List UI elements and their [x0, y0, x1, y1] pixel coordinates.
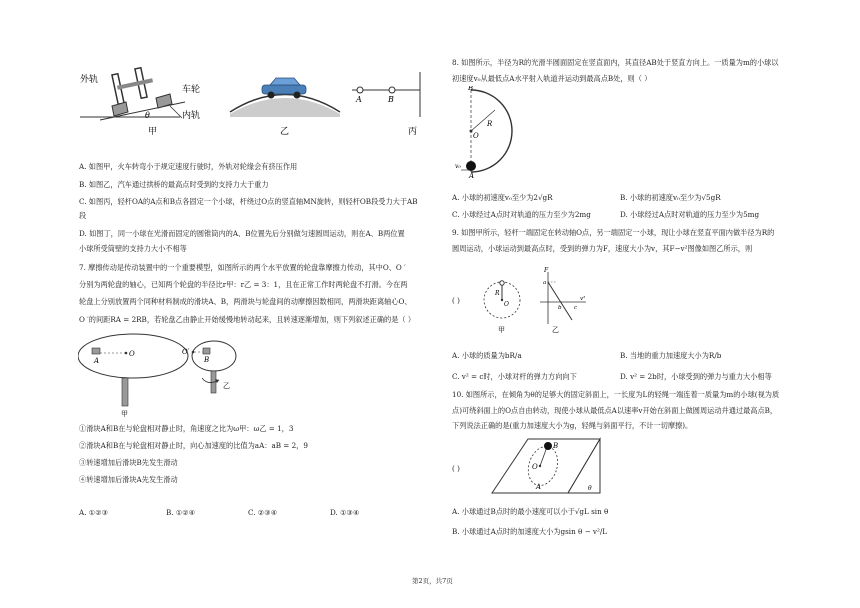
- q9-figure: [480, 262, 590, 342]
- q9-option-d: D. v² = 2b时，小球受到的弹力与重力大小相等: [620, 372, 772, 381]
- car-icon: [262, 78, 306, 99]
- q7-figure-svg: [78, 330, 238, 420]
- q8-option-c: C. 小球经过A点时对轨道的压力至少为2mg: [452, 210, 591, 219]
- q8-label-r: R: [487, 120, 493, 128]
- q9-option-b: B. 当地的重力加速度大小为R/b: [620, 351, 722, 360]
- label-bing: 丙: [408, 127, 418, 137]
- q8-label-a: A: [469, 172, 475, 178]
- q10-label-o: O: [532, 463, 538, 471]
- q8-stem-line1: 8. 如图所示，半径为R的光滑半圆面固定在竖直面内，其直径AB处于竖直方向上。一质量为m的小球以: [452, 58, 779, 67]
- q7-choice-b: B. ①②④: [166, 508, 196, 517]
- q7-item-2: ②滑块A和B在与轮盘相对静止时，向心加速度的比值为aA：aB = 2，9: [79, 441, 308, 450]
- label-jia: 甲: [148, 127, 158, 137]
- q10-stem-line1: 10. 如图所示，在倾角为θ的足够大的固定斜面上，一长度为L的轻绳一端连着一质量为m的小球(视为质: [452, 390, 780, 399]
- q7-label-o: O: [129, 350, 135, 358]
- q9-label-b: b: [558, 305, 562, 311]
- q10-label-b: B: [553, 442, 559, 450]
- q6-option-d-cont: 小球所受筒壁的支持力大小不相等: [79, 244, 187, 253]
- label-nei-gui: 内轨: [182, 111, 201, 121]
- q9-label-a: a: [543, 280, 547, 286]
- q6-option-a: A. 如图甲，火车转弯小于规定速度行驶时，外轨对轮缘会有挤压作用: [79, 162, 298, 171]
- q8-label-v0: v₀: [455, 163, 461, 170]
- q6-option-d: D. 如图丁，同一小球在光滑而固定的圆锥筒内的A、B位置先后分别做匀速圆周运动，则在A、B两位置: [79, 229, 405, 238]
- block-a: [92, 348, 100, 354]
- q9-label-yi: 乙: [552, 326, 559, 334]
- q7-stem-line2: 分别为两轮盘的轴心，已知两个轮盘的半径比r甲：r乙 = 3：1，且在正常工作时两轮盘不打滑。今在两: [79, 280, 408, 289]
- q10-label-a: A: [536, 483, 542, 491]
- q9-label-c: c: [574, 305, 578, 311]
- q9-label-o: O: [504, 301, 509, 308]
- q7-item-3: ③转速增加后滑块B先发生滑动: [79, 458, 178, 467]
- q10-figure: [488, 433, 608, 501]
- label-pt-b: B: [388, 95, 394, 104]
- q10-label-theta: θ: [588, 485, 592, 492]
- q10-stem-line4: ( ): [452, 464, 460, 473]
- q7-label-yi: 乙: [223, 382, 230, 390]
- q10-option-a: A. 小球通过B点时的最小速度可以小于√gL sin θ: [452, 507, 609, 516]
- q7-label-b: B: [204, 356, 210, 364]
- label-che-lun: 车轮: [182, 85, 201, 95]
- q7-label-a: A: [94, 357, 100, 365]
- q9-stem-line3: ( ): [452, 296, 460, 305]
- q8-option-b: B. 小球的初速度v₀至少为√5gR: [620, 193, 721, 202]
- q8-option-d: D. 小球经过A点时对轨道的压力至少为5mg: [620, 210, 760, 219]
- q9-label-v2: v²: [580, 296, 586, 302]
- label-pt-a: A: [356, 95, 362, 104]
- q6-option-c-cont: 段: [79, 211, 87, 220]
- q9-figure-svg: [480, 262, 590, 342]
- q9-option-a: A. 小球的质量为bR/a: [452, 351, 522, 360]
- q7-item-1: ①滑块A和B在与轮盘相对静止时，角速度之比为ω甲：ω乙 = 1，3: [79, 424, 294, 433]
- q9-label-jia: 甲: [498, 326, 505, 334]
- q7-choice-d: D. ①③④: [330, 508, 360, 517]
- figure-bing-rod: [352, 72, 420, 117]
- page-footer: 第2页，共7页: [412, 577, 453, 585]
- q6-figure-svg: [70, 62, 430, 147]
- q9-stem-line1: 9. 如图甲所示，轻杆一端固定在转动轴O点，另一端固定一小球，现让小球在竖直平面内做半径为R的: [452, 228, 775, 237]
- q8-label-b: B: [468, 86, 474, 92]
- q7-item-4: ④转速增加后滑块A先发生滑动: [79, 475, 178, 484]
- q8-label-o: O: [473, 132, 479, 140]
- q9-option-c: C. v² = c时，小球对杆的弹力方向向下: [452, 372, 577, 381]
- q10-figure-svg: [488, 433, 608, 501]
- q7-stem-line4: O ′的间距RA = 2RB，若轮盘乙由静止开始缓慢地转动起来，且转速逐渐增加，则下列叙述正确的是（ ）: [79, 315, 416, 324]
- q6-option-c: C. 如图丙，轻杆OA的A点和B点各固定一个小球，杆绕过O点的竖直轴MN旋转，则轻杆OB段受力大于AB: [79, 197, 418, 206]
- q7-stem-line3: 轮盘上分别放置两个同种材料制成的滑块A、B，两滑块与轮盘间的动摩擦因数相同，两滑块距离轴心O、: [79, 297, 412, 306]
- figure-yi-arch-bridge: [230, 78, 340, 117]
- label-yi: 乙: [280, 127, 290, 137]
- q9-label-f: F: [544, 267, 549, 274]
- q7-choice-c: C. ②③④: [248, 508, 278, 517]
- q7-stem-line1: 7. 摩擦传动是传动装置中的一个重要模型，如图所示的两个水平放置的轮盘靠摩擦力传动，其中O、O ′: [79, 263, 406, 272]
- q8-stem-line2: 初速度v₀从最低点A水平射入轨道并运动到最高点B处，则（ ）: [452, 74, 652, 83]
- q8-figure: [455, 86, 535, 178]
- q9-stem-line2: 圆周运动，小球运动到最高点时，受到的弹力为F，速度大小为v，其F−v²图像如图乙所示，则: [452, 244, 753, 253]
- label-theta: θ: [145, 111, 150, 120]
- q6-figures: [70, 62, 430, 147]
- q10-stem-line2: 点)可绕斜面上的O点自由转动，现使小球从最低点A以速率v开始在斜面上做圆周运动并通过最高点B，: [452, 406, 778, 415]
- label-wai-gui: 外轨: [80, 75, 99, 85]
- q10-option-b: B. 小球通过A点时的加速度大小为gsin θ − v²/L: [452, 527, 608, 536]
- q7-label-jia: 甲: [121, 410, 128, 418]
- q7-figure: [78, 330, 238, 420]
- q8-option-a: A. 小球的初速度v₀至少为2√gR: [452, 193, 553, 202]
- q7-choice-a: A. ①②③: [79, 508, 109, 517]
- q7-label-o2: O′: [182, 348, 190, 356]
- q10-stem-line3: 下列说法正确的是(重力加速度大小为g，轻绳与斜面平行，不计一切摩擦)。: [452, 421, 693, 430]
- q9-label-r: R: [495, 290, 500, 297]
- q6-option-b: B. 如图乙，汽车通过拱桥的最高点时受到的支持力大于重力: [79, 180, 269, 189]
- block-b: [203, 348, 210, 354]
- q8-figure-svg: [455, 86, 535, 178]
